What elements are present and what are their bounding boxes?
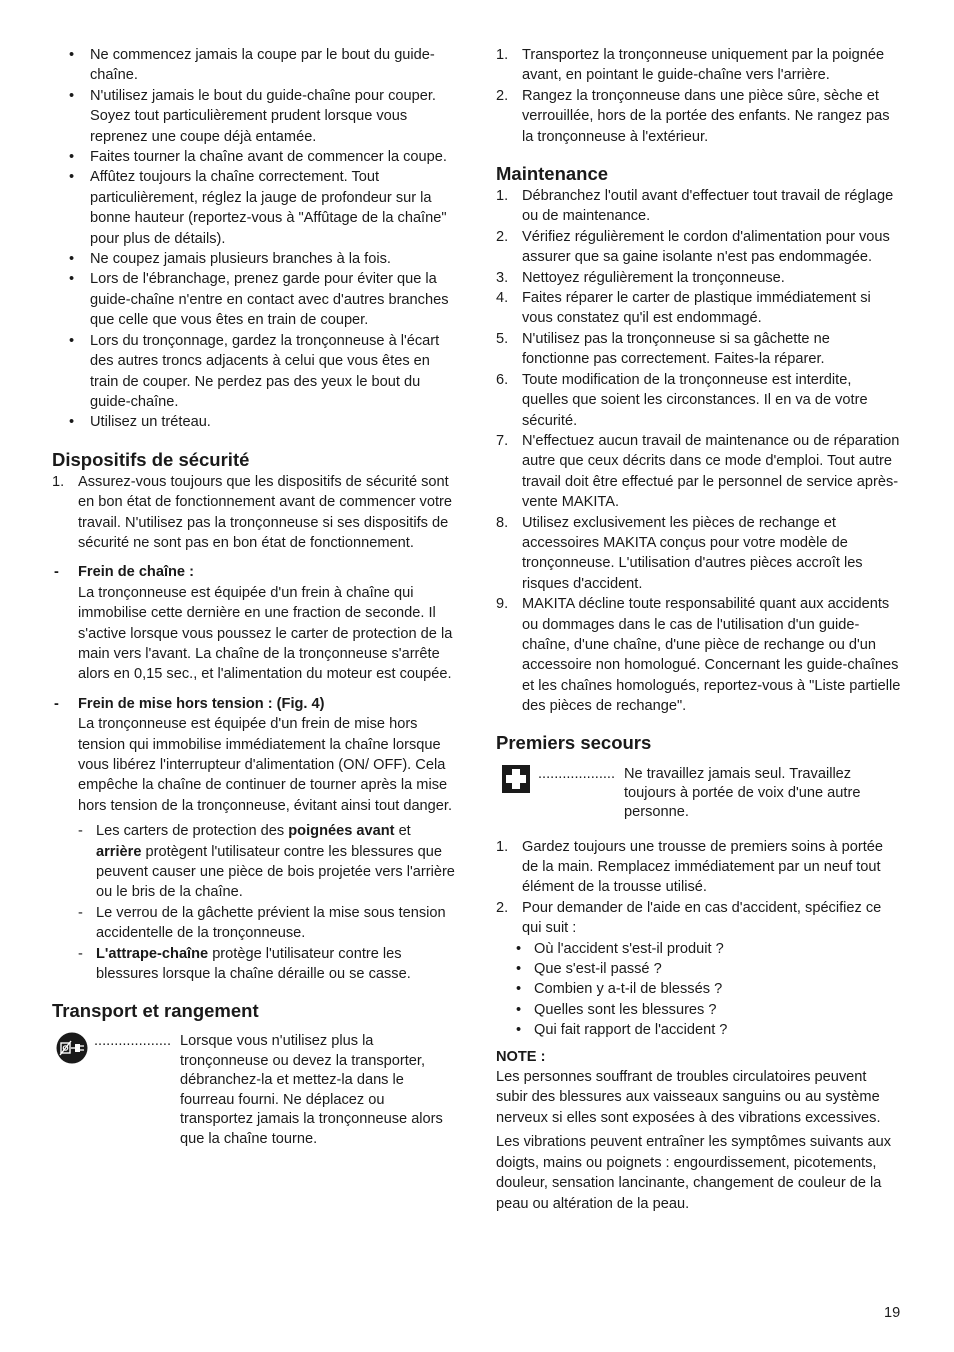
chain-brake-text: La tronçonneuse est équipée d'un frein à chaîne qui immobilise cette dernière en une fraction de seconde. Il s'active lorsque vous poussez le carter de protection de la main vers l'avant. La chaîne de la tronçonneuse s'arrête alors en 0,15 sec., et l'alimentation du moteur est coupée. — [78, 584, 453, 683]
item-number: 1. — [496, 47, 509, 63]
list-item — [496, 513, 901, 595]
maintenance-heading: Maintenance — [496, 163, 609, 185]
item-number: 2. — [496, 899, 509, 916]
list-item — [496, 837, 901, 898]
list-item: • Faites tourner la chaîne avant de commencer la coupe. — [52, 147, 457, 167]
sub-text-bold: arrière — [96, 843, 142, 860]
note-title: NOTE : — [496, 1048, 546, 1065]
item-number: 5. — [496, 330, 509, 347]
item-number: 3. — [496, 269, 509, 286]
first-aid-icon — [502, 765, 530, 793]
leader-dots: ................... — [538, 765, 616, 782]
list-item — [496, 594, 901, 716]
item-text: MAKITA décline toute responsabilité quant aux accidents ou dommages dans le cas de l'utilisation d'un guide-chaîne, d'une chaîne, d'une pièce de rechange ou d'un accessoire non homologué. Concernant les guide-chaînes et les chaînes homologués, reportez-vous à "Liste partielle des pièces de rechange". — [522, 596, 901, 715]
off-brake-text: La tronçonneuse est équipée d'un frein de mise hors tension qui immobilise immédiatement la chaîne lorsque vous libérez l'interrupteur d'alimentation (ON/ OFF). Cela empêche la chaîne de continuer de tourner après la mise hors tension de la tronçonneuse, évitant ainsi tout danger. — [78, 716, 453, 814]
sub-text: Les carters de protection des — [96, 823, 289, 840]
list-item — [496, 86, 901, 147]
maintenance-list — [496, 186, 901, 717]
item-number: 7. — [496, 432, 509, 449]
list-item: • Quelles sont les blessures ? — [496, 1000, 901, 1020]
off-brake-title: Frein de mise hors tension : (Fig. 4) — [78, 695, 325, 712]
item-text: N'utilisez pas la tronçonneuse si sa gâchette ne fonctionne pas correctement. Faites-la réparer. — [522, 330, 830, 368]
list-item: • Ne coupez jamais plusieurs branches à la fois. — [52, 249, 457, 269]
page-number: 19 — [884, 1305, 901, 1321]
sub-text-bold: poignées avant — [288, 823, 395, 840]
off-brake — [52, 694, 457, 816]
sub-text: protège l'utilisateur contre les blessures lorsque la chaîne déraille ou se casse. — [96, 945, 411, 983]
item-text: Débranchez l'outil avant d'effectuer tout travail de réglage ou de maintenance. — [522, 188, 894, 225]
sub-item — [52, 821, 457, 903]
first-aid-notice-text: Ne travaillez jamais seul. Travaillez toujours à portée de voix d'une autre personne. — [624, 765, 861, 821]
item-text: N'effectuez aucun travail de maintenance ou de réparation autre que ceux décrits dans ce mode d'emploi. Tout autre travail doit être effectué par le personnel de service après-vente MAKITA. — [522, 432, 900, 511]
item-number: 2. — [496, 228, 509, 245]
unplug-icon — [56, 1032, 88, 1064]
transport-heading: Transport et rangement — [52, 1000, 259, 1022]
chain-brake — [52, 562, 457, 684]
questions-list — [496, 939, 901, 1041]
list-item: • N'utilisez jamais le bout du guide-chaîne pour couper. Soyez tout particulièrement prudent lorsque vous reprenez une coupe déjà entamée. — [52, 86, 457, 147]
sub-text: protègent l'utilisateur contre les blessures que peuvent causer une pièce de bois projetée vers l'arrière ou le bris de la chaîne. — [96, 843, 455, 901]
list-item — [496, 898, 901, 939]
note-paragraph: Les vibrations peuvent entraîner les symptômes suivants aux doigts, mains ou poignets : engourdissement, picotements, douleur, sensation lancinante, changement de couleur de la peau ou altération de la peau. — [496, 1134, 892, 1212]
transport-notice-text: Lorsque vous n'utilisez plus la tronçonneuse ou devez la transporter, débranchez-la et mettez-la dans le fourreau fourni. Ne déplacez ou transportez jamais la tronçonneuse alors que la chaîne tourne. — [180, 1033, 443, 1147]
dash-marker: - — [54, 564, 59, 581]
list-item: • Utilisez un tréteau. — [52, 412, 457, 432]
list-item — [496, 45, 901, 86]
item-number: 2. — [496, 87, 509, 104]
item-text: Assurez-vous toujours que les dispositifs de sécurité sont en bon état de fonctionnement avant de commencer votre travail. N'utilisez pas la tronçonneuse si ses dispositifs de sécurité ne sont pas en bon état de fonctionnement. — [78, 473, 452, 551]
list-item: • Lors du tronçonnage, gardez la tronçonneuse à l'écart des autres troncs adjacents à celui que vous êtes en train de couper. Ne perdez pas des yeux le bout du guide-chaîne. — [52, 331, 457, 413]
transport-list — [496, 45, 901, 147]
left-column — [52, 45, 457, 1149]
leader-dots: ................... — [94, 1033, 172, 1050]
item-number: 4. — [496, 290, 509, 307]
safety-item-1 — [52, 472, 457, 554]
list-item: • Où l'accident s'est-il produit ? — [496, 939, 901, 959]
item-text: Nettoyez régulièrement la tronçonneuse. — [522, 269, 785, 286]
dash-marker: - — [54, 695, 59, 712]
item-text: Utilisez exclusivement les pièces de rechange et accessoires MAKITA conçus pour votre modèle de tronçonneuse. L'utilisation d'autres pièces accroît les risques d'accident. — [522, 514, 863, 592]
list-item — [496, 186, 901, 227]
item-text: Transportez la tronçonneuse uniquement par la poignée avant, en pointant le guide-chaîne vers l'arrière. — [522, 47, 885, 84]
first-aid-notice — [496, 765, 901, 831]
first-aid-heading: Premiers secours — [496, 731, 652, 753]
item-number: 1. — [496, 188, 509, 205]
list-item: • Combien y a-t-il de blessés ? — [496, 979, 901, 999]
list-item — [496, 329, 901, 370]
list-item: • Affûtez toujours la chaîne correctement. Tout particulièrement, réglez la jauge de profondeur sur la bonne hauteur (reportez-vous à "Affûtage de la chaîne" pour plus de détails). — [52, 167, 457, 249]
item-text: Rangez la tronçonneuse dans une pièce sûre, sèche et verrouillée, hors de la portée des enfants. Ne rangez pas la tronçonneuse à l'extérieur. — [522, 87, 890, 145]
sub-text: Le verrou de la gâchette prévient la mise sous tension accidentelle de la tronçonneuse. — [96, 904, 446, 942]
right-column — [496, 45, 901, 1214]
cutting-bullets — [52, 45, 457, 433]
note-paragraph: Les personnes souffrant de troubles circulatoires peuvent subir des blessures aux vaisseaux sanguins ou au système nerveux si elles sont exposées à des vibrations excessives. — [496, 1069, 881, 1126]
list-item — [496, 370, 901, 431]
dash-marker: - — [78, 945, 83, 962]
item-text: Toute modification de la tronçonneuse est interdite, quelles que soient les circonstances. Il en va de votre sécurité. — [522, 371, 868, 429]
item-text: Gardez toujours une trousse de premiers soins à portée de la main. Remplacez immédiatement par un neuf tout élément de la trousse utilisé. — [522, 838, 883, 896]
sub-text-bold: L'attrape-chaîne — [96, 945, 209, 962]
sub-item — [52, 944, 457, 985]
protection-sublist — [52, 821, 457, 984]
item-text: Faites réparer le carter de plastique immédiatement si vous constatez qu'il est endommagé. — [522, 290, 871, 327]
list-item — [496, 288, 901, 329]
note-block — [496, 1047, 901, 1214]
item-number: 1. — [52, 473, 65, 490]
item-number: 8. — [496, 514, 509, 531]
dash-marker: - — [78, 904, 83, 921]
sub-item — [52, 903, 457, 944]
list-item: • Ne commencez jamais la coupe par le bout du guide-chaîne. — [52, 45, 457, 86]
item-text: Pour demander de l'aide en cas d'accident, spécifiez ce qui suit : — [522, 899, 882, 937]
item-number: 6. — [496, 371, 509, 388]
item-number: 9. — [496, 596, 509, 613]
list-item: • Lors de l'ébranchage, prenez garde pour éviter que la guide-chaîne n'entre en contact avec d'autres branches que celle que vous êtes en train de couper. — [52, 269, 457, 330]
chain-brake-title: Frein de chaîne : — [78, 564, 194, 581]
list-item — [496, 227, 901, 268]
list-item: • Qui fait rapport de l'accident ? — [496, 1020, 901, 1040]
transport-notice — [52, 1032, 457, 1148]
list-item: • Que s'est-il passé ? — [496, 959, 901, 979]
dash-marker: - — [78, 823, 83, 840]
first-aid-list — [496, 837, 901, 1041]
list-item — [496, 431, 901, 513]
list-item — [496, 268, 901, 288]
sub-text: et — [394, 823, 411, 840]
item-number: 1. — [496, 838, 509, 855]
item-text: Vérifiez régulièrement le cordon d'alimentation pour vous assurer que sa gaine isolante n'est pas endommagée. — [522, 228, 890, 266]
safety-heading: Dispositifs de sécurité — [52, 448, 250, 470]
